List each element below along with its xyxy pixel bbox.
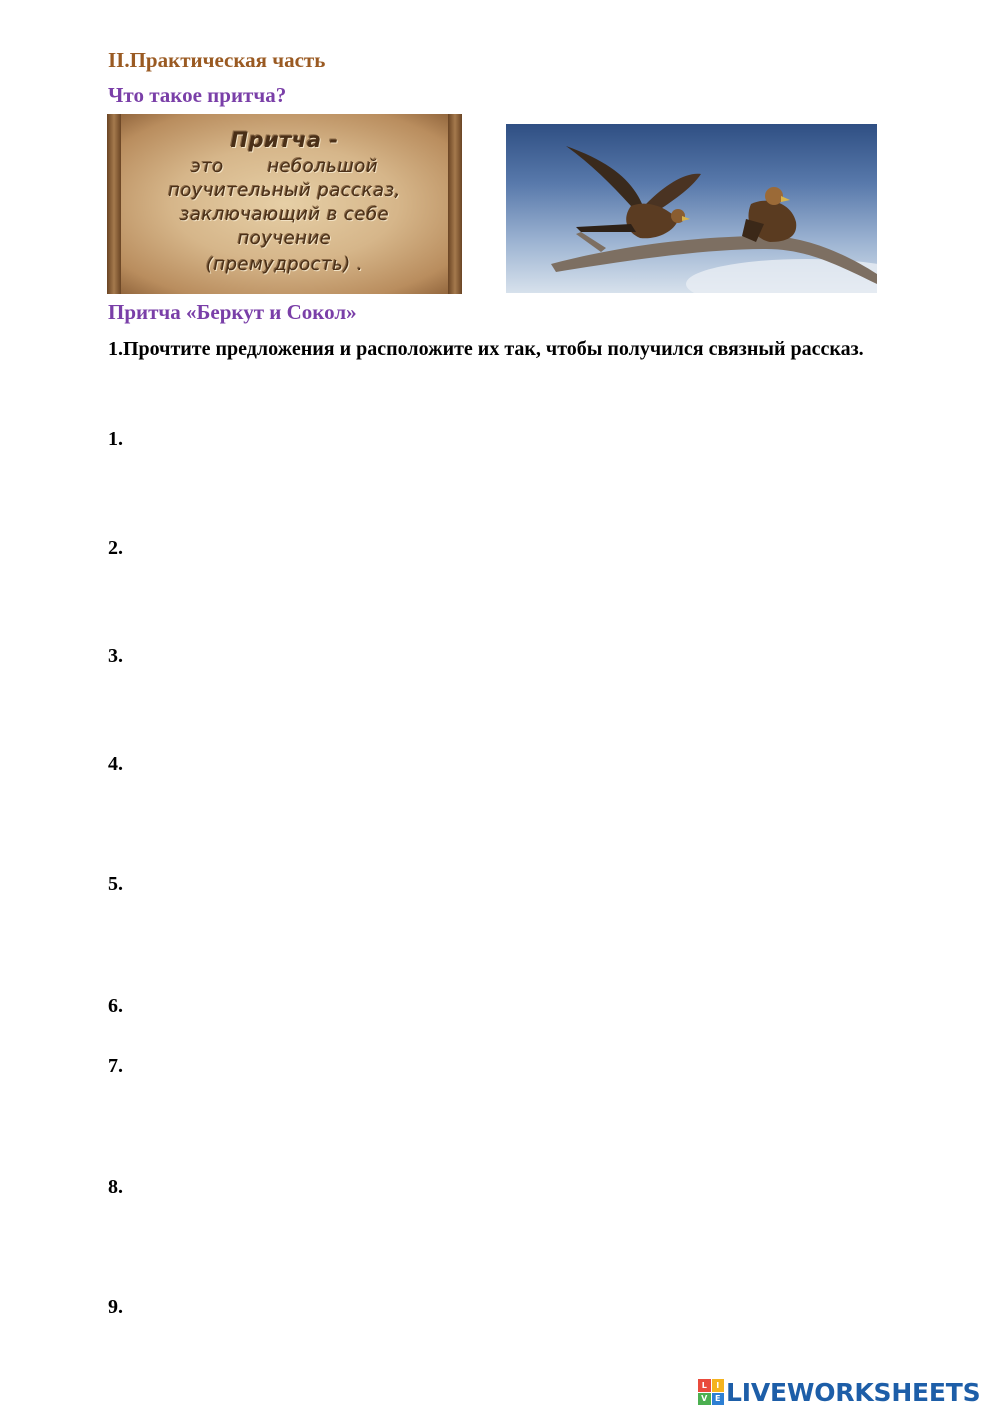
answer-slot-number: 1. (108, 428, 123, 450)
scroll-line: поучительный рассказ, (168, 180, 401, 201)
scroll-line: поучение (237, 228, 332, 249)
answer-slot-number: 5. (108, 873, 123, 895)
scroll-line: Притча - (230, 128, 339, 152)
answer-slot-number: 9. (108, 1296, 123, 1318)
scroll-line: (премудрость) . (205, 254, 364, 275)
eagles-photo (506, 124, 877, 293)
task-instruction: 1.Прочтите предложения и расположите их так, чтобы получился связный рассказ. (108, 338, 864, 360)
answer-slot-number: 3. (108, 645, 123, 667)
logo-icon (698, 1379, 724, 1405)
scroll-line: заключающий в себе (179, 204, 390, 225)
logo-letter: E (712, 1393, 725, 1406)
logo-letter: V (698, 1393, 711, 1406)
answer-slot-number: 4. (108, 753, 123, 775)
scroll-line: это небольшой (190, 156, 379, 177)
section-heading: II.Практическая часть (108, 48, 326, 72)
parable-title: Притча «Беркут и Сокол» (108, 300, 357, 324)
logo-letter: I (712, 1379, 725, 1392)
eagles-illustration (506, 124, 877, 293)
answer-slot-number: 7. (108, 1055, 123, 1077)
logo-letter: L (698, 1379, 711, 1392)
liveworksheets-logo (698, 1374, 980, 1410)
answer-slot-number: 6. (108, 995, 123, 1017)
answer-slot-number: 2. (108, 537, 123, 559)
logo-text: LIVEWORKSHEETS (726, 1377, 981, 1407)
answer-slot-number: 8. (108, 1176, 123, 1198)
parable-definition-scroll-image (107, 114, 462, 294)
question-heading: Что такое притча? (108, 83, 287, 107)
